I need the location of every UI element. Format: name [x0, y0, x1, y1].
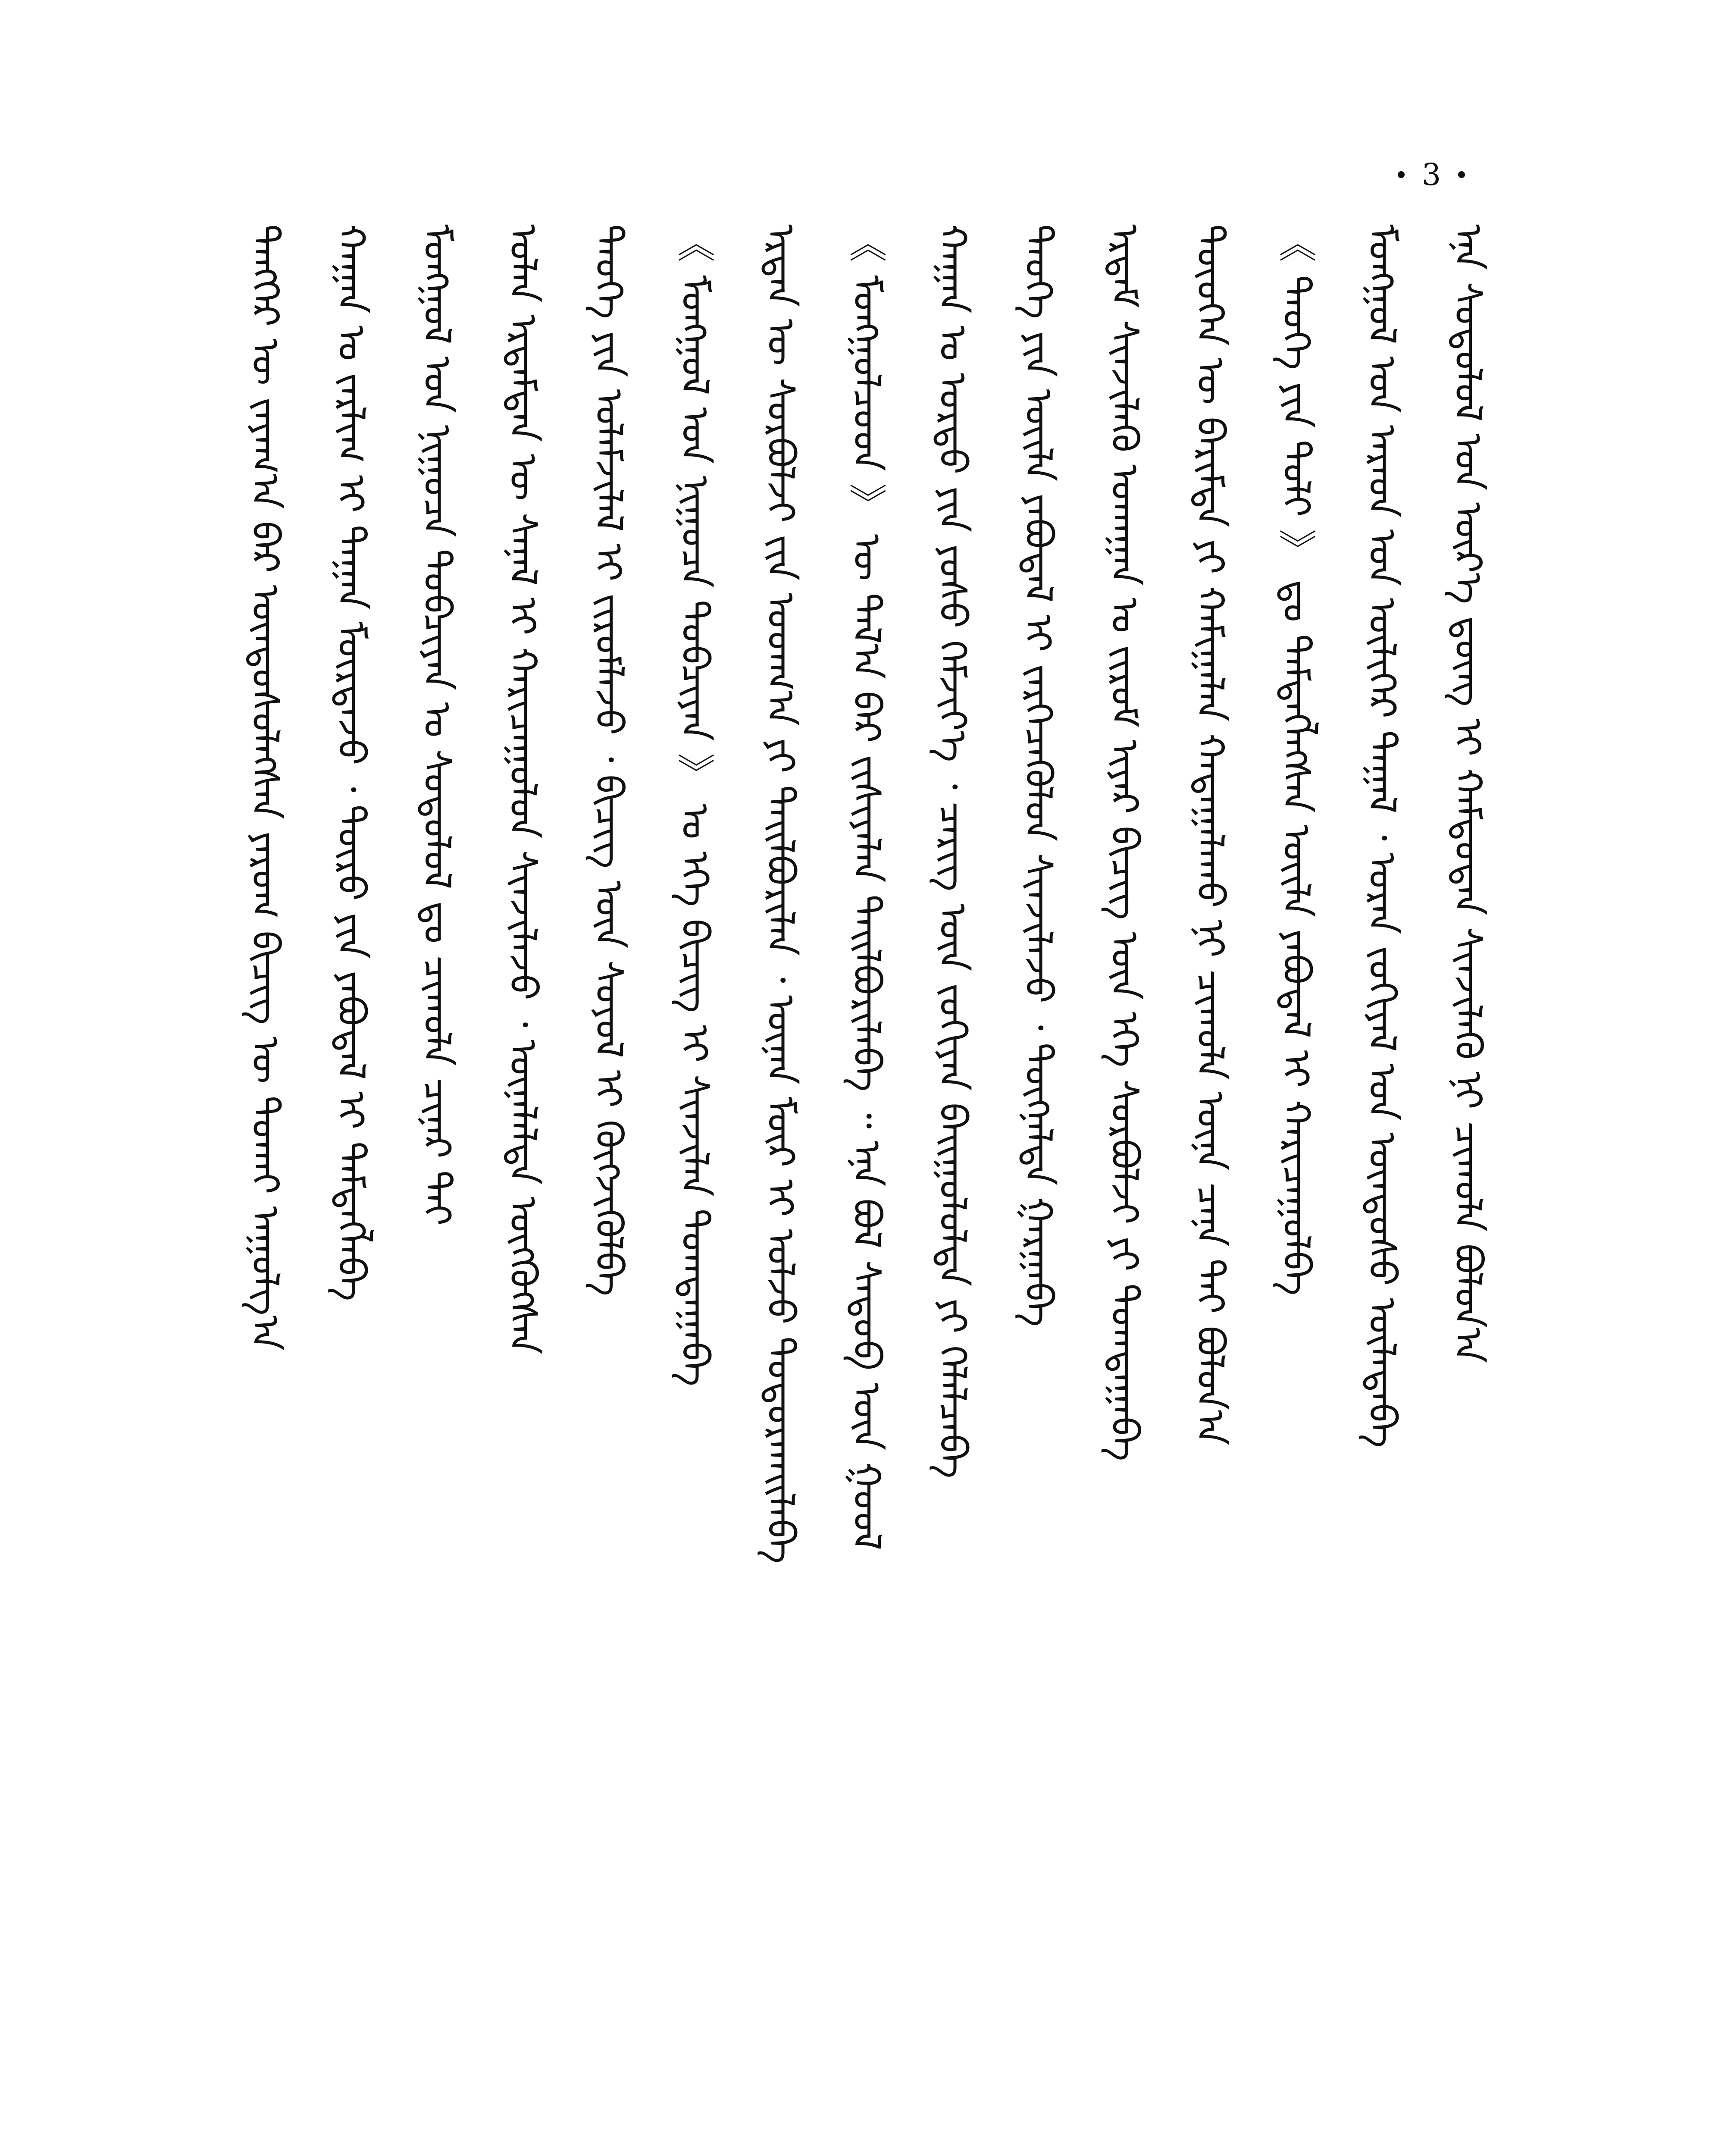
- text-column: ᠲᠡᠩᠭᠡᠷ ᠦ ᠵᠠᠶᠠᠭ᠎ᠠ ᠪᠠᠷ ᠦᠨᠳᠦᠰᠦᠯᠡᠭᠰᠡᠨ ᠶᠠᠷᠤᠭ ᠪᠢᠴᠢᠭ ᠦ ᠲᠤᠬᠠᠢ ᠠᠭᠤᠯᠭ᠎ᠠ: [243, 224, 288, 1351]
- text-column: 《 ᠮᠣᠩᠭᠣᠯ ᠤᠨ ᠨᠢᠭᠤᠴᠠ ᠲᠣᠪᠴᠢᠶᠠᠨ 》 ᠤ ᠡᠬᠡ ᠪᠢᠴᠢᠭ ᠢ ᠰᠢᠨᠵᠢᠯᠡᠨ ᠲᠣᠭᠲᠠᠭᠠᠪᠠ: [673, 224, 717, 1387]
- text-column: 《 ᠮᠣᠩᠭᠣᠯᠴᠤᠳ 》 ᠦ ᠲᠠᠯ᠎ᠠ ᠪᠠᠷ ᠵᠢᠱᠢᠶᠡᠯᠡᠨ ᠲᠠᠢᠯᠪᠤᠷᠢᠯᠠᠪᠠ ᠃ ᠡᠨᠡ ᠪᠣᠯ ᠰᠡᠳᠦᠪ ᠦᠨ ᠭᠣᠣᠯ: [844, 224, 889, 1551]
- text-column: ᠮᠣᠩᠭᠣᠯ ᠤᠨ ᠨᠢᠭᠤᠴᠠ ᠲᠣᠪᠴᠢᠶᠠᠨ ᠤ ᠰᠤᠳᠤᠯᠤᠯ ᠳᠤ ᠴᠢᠬᠤᠯᠠ ᠴᠢᠨᠠᠷ ᠲᠠᠢ: [415, 224, 460, 1226]
- page-number-value: 3: [1421, 157, 1441, 192]
- text-column: ᠮᠣᠩᠭᠣᠯ ᠤᠨ ᠠᠷᠠᠳ ᠤᠨ ᠦᠯᠢᠭᠡᠷ ᠲᠠᠭᠠᠯ ᠂ ᠤᠷᠠᠨ ᠵᠣᠬᠢᠶᠠᠯ ᠤᠨ ᠦᠨᠳᠦᠰᠦ ᠦᠯᠡᠳᠡᠪᠡ: [1360, 224, 1405, 1448]
- text-column: ᠬᠠᠭᠠᠨ ᠤ ᠣᠷᠳᠤ ᠶᠢᠨ ᠶᠣᠰᠤ ᠬᠡᠮᠵᠢᠶ᠎ᠡ ᠂ ᠴᠡᠷᠢᠭ ᠦᠨ ᠵᠣᠬᠢᠶᠠᠨ ᠪᠠᠢᠭᠤᠯᠤᠯᠲᠠ ᠶᠢ ᠬᠡᠯᠡᠯᠴᠡᠪᠡ: [930, 224, 975, 1479]
- text-column: ᠬᠠᠭᠠᠨ ᠤ ᠵᠠᠷᠯᠢᠭ ᠢ ᠳᠠᠭᠠᠨ ᠮᠦᠷᠳᠡᠵᠦ ᠂ ᠲᠥᠷᠦ ᠶᠢᠨ ᠶᠠᠪᠤᠳᠠᠯ ᠢ ᠲᠡᠮᠳᠡᠭᠯᠡᠪᠡ: [329, 224, 374, 1301]
- page-number-right-dot: [1458, 171, 1465, 178]
- page-number-left-dot: [1398, 171, 1405, 178]
- text-column: ᠲᠦᠦᠬᠡᠨ ᠦ ᠪᠠᠷᠢᠮᠲᠠ ᠶᠢ ᠬᠠᠮᠢᠭᠠᠯᠠᠨ ᠬᠠᠳᠠᠭᠠᠯᠠᠬᠤ ᠨᠢ ᠴᠢᠬᠤᠯᠠ ᠦᠨᠡ ᠴᠡᠨᠡ ᠲᠠᠢ ᠪᠣᠯᠤᠨ᠎ᠠ: [1188, 224, 1233, 1445]
- mongolian-vertical-text-body: [233, 224, 1500, 2156]
- text-column: 《 ᠲᠡᠦᠬᠡ ᠶᠢᠨ ᠲᠣᠯᠢ 》 ᠳᠤ ᠲᠡᠮᠳᠡᠭᠯᠡᠭᠰᠡᠨ ᠦᠢᠯᠡ ᠶᠠᠪᠤᠳᠠᠯ ᠢ ᠬᠠᠷᠢᠴᠠᠭᠤᠯᠪᠠ: [1274, 224, 1319, 1296]
- text-column-paragraph-end: ᠡᠷᠲᠡᠨ ᠦ ᠰᠤᠷᠪᠤᠯᠵᠢ ᠵᠢᠨ ᠤᠳᠬ᠎ᠠ ᠶᠢ ᠲᠠᠢᠯᠪᠤᠷᠢᠯᠠᠨ ᠂ ᠦᠨᠡᠨ ᠮᠥᠷ ᠢ ᠣᠯᠵᠤ ᠲᠣᠳᠤᠷᠬᠠᠢᠯᠠᠪᠠ: [758, 224, 803, 1564]
- text-column: ᠲᠡᠦᠬᠡ ᠶᠢᠨ ᠤᠯᠠᠮᠵᠢᠯᠠᠯ ᠢ ᠵᠢᠷᠤᠮᠯᠠᠵᠤ ᠂ ᠪᠢᠴᠢᠭ ᠦᠨ ᠰᠣᠶᠣᠯ ᠢ ᠬᠥᠭᠵᠢᠭᠦᠯᠪᠡ: [587, 224, 632, 1296]
- text-column: ᠣᠯᠠᠨ ᠡᠷᠳᠡᠮᠲᠡᠨ ᠦ ᠰᠠᠨᠠᠯ ᠢ ᠬᠠᠷᠢᠴᠠᠭᠤᠯᠤᠨ ᠰᠢᠨᠵᠢᠯᠡᠵᠦ ᠂ ᠦᠨᠡᠯᠡᠯᠲᠡ ᠥᠭᠭᠦᠭᠰᠡᠨ: [501, 224, 545, 1354]
- text-column: ᠡᠷᠳᠡᠮ ᠰᠢᠨᠵᠢᠯᠡᠬᠦ ᠤᠬᠠᠭᠠᠨ ᠤ ᠵᠢᠷᠤᠮ ᠢᠶᠠᠷ ᠪᠢᠴᠢᠭ ᠦᠨ ᠡᠬᠡ ᠰᠤᠷᠪᠤᠯᠵᠢ ᠶᠢ ᠲᠣᠭᠲᠠᠭᠠᠪᠠ: [1102, 224, 1147, 1461]
- text-column: ᠲᠡᠦᠬᠡ ᠶᠢᠨ ᠦᠢᠯᠡ ᠶᠠᠪᠤᠳᠠᠯ ᠢ ᠵᠡᠷᠭᠡᠴᠡᠭᠦᠯᠦᠨ ᠰᠢᠨᠵᠢᠯᠡᠵᠦ ᠂ ᠳᠦᠭᠨᠡᠯᠲᠡ ᠭᠠᠷᠭᠠᠪᠠ: [1016, 224, 1061, 1327]
- text-column: ᠡᠨᠡ ᠰᠤᠳᠤᠯᠤᠯ ᠤᠨ ᠦᠷ᠎ᠡ ᠳ᠋ᠦᠩ ᠢ ᠬᠠᠮᠲᠤᠳᠠᠨ ᠰᠢᠨᠵᠢᠯᠡᠬᠦ ᠨᠢ ᠴᠢᠬᠤᠯᠠ ᠪᠣᠯᠤᠨ᠎ᠠ: [1446, 224, 1490, 1363]
- page-number: [1358, 142, 1505, 207]
